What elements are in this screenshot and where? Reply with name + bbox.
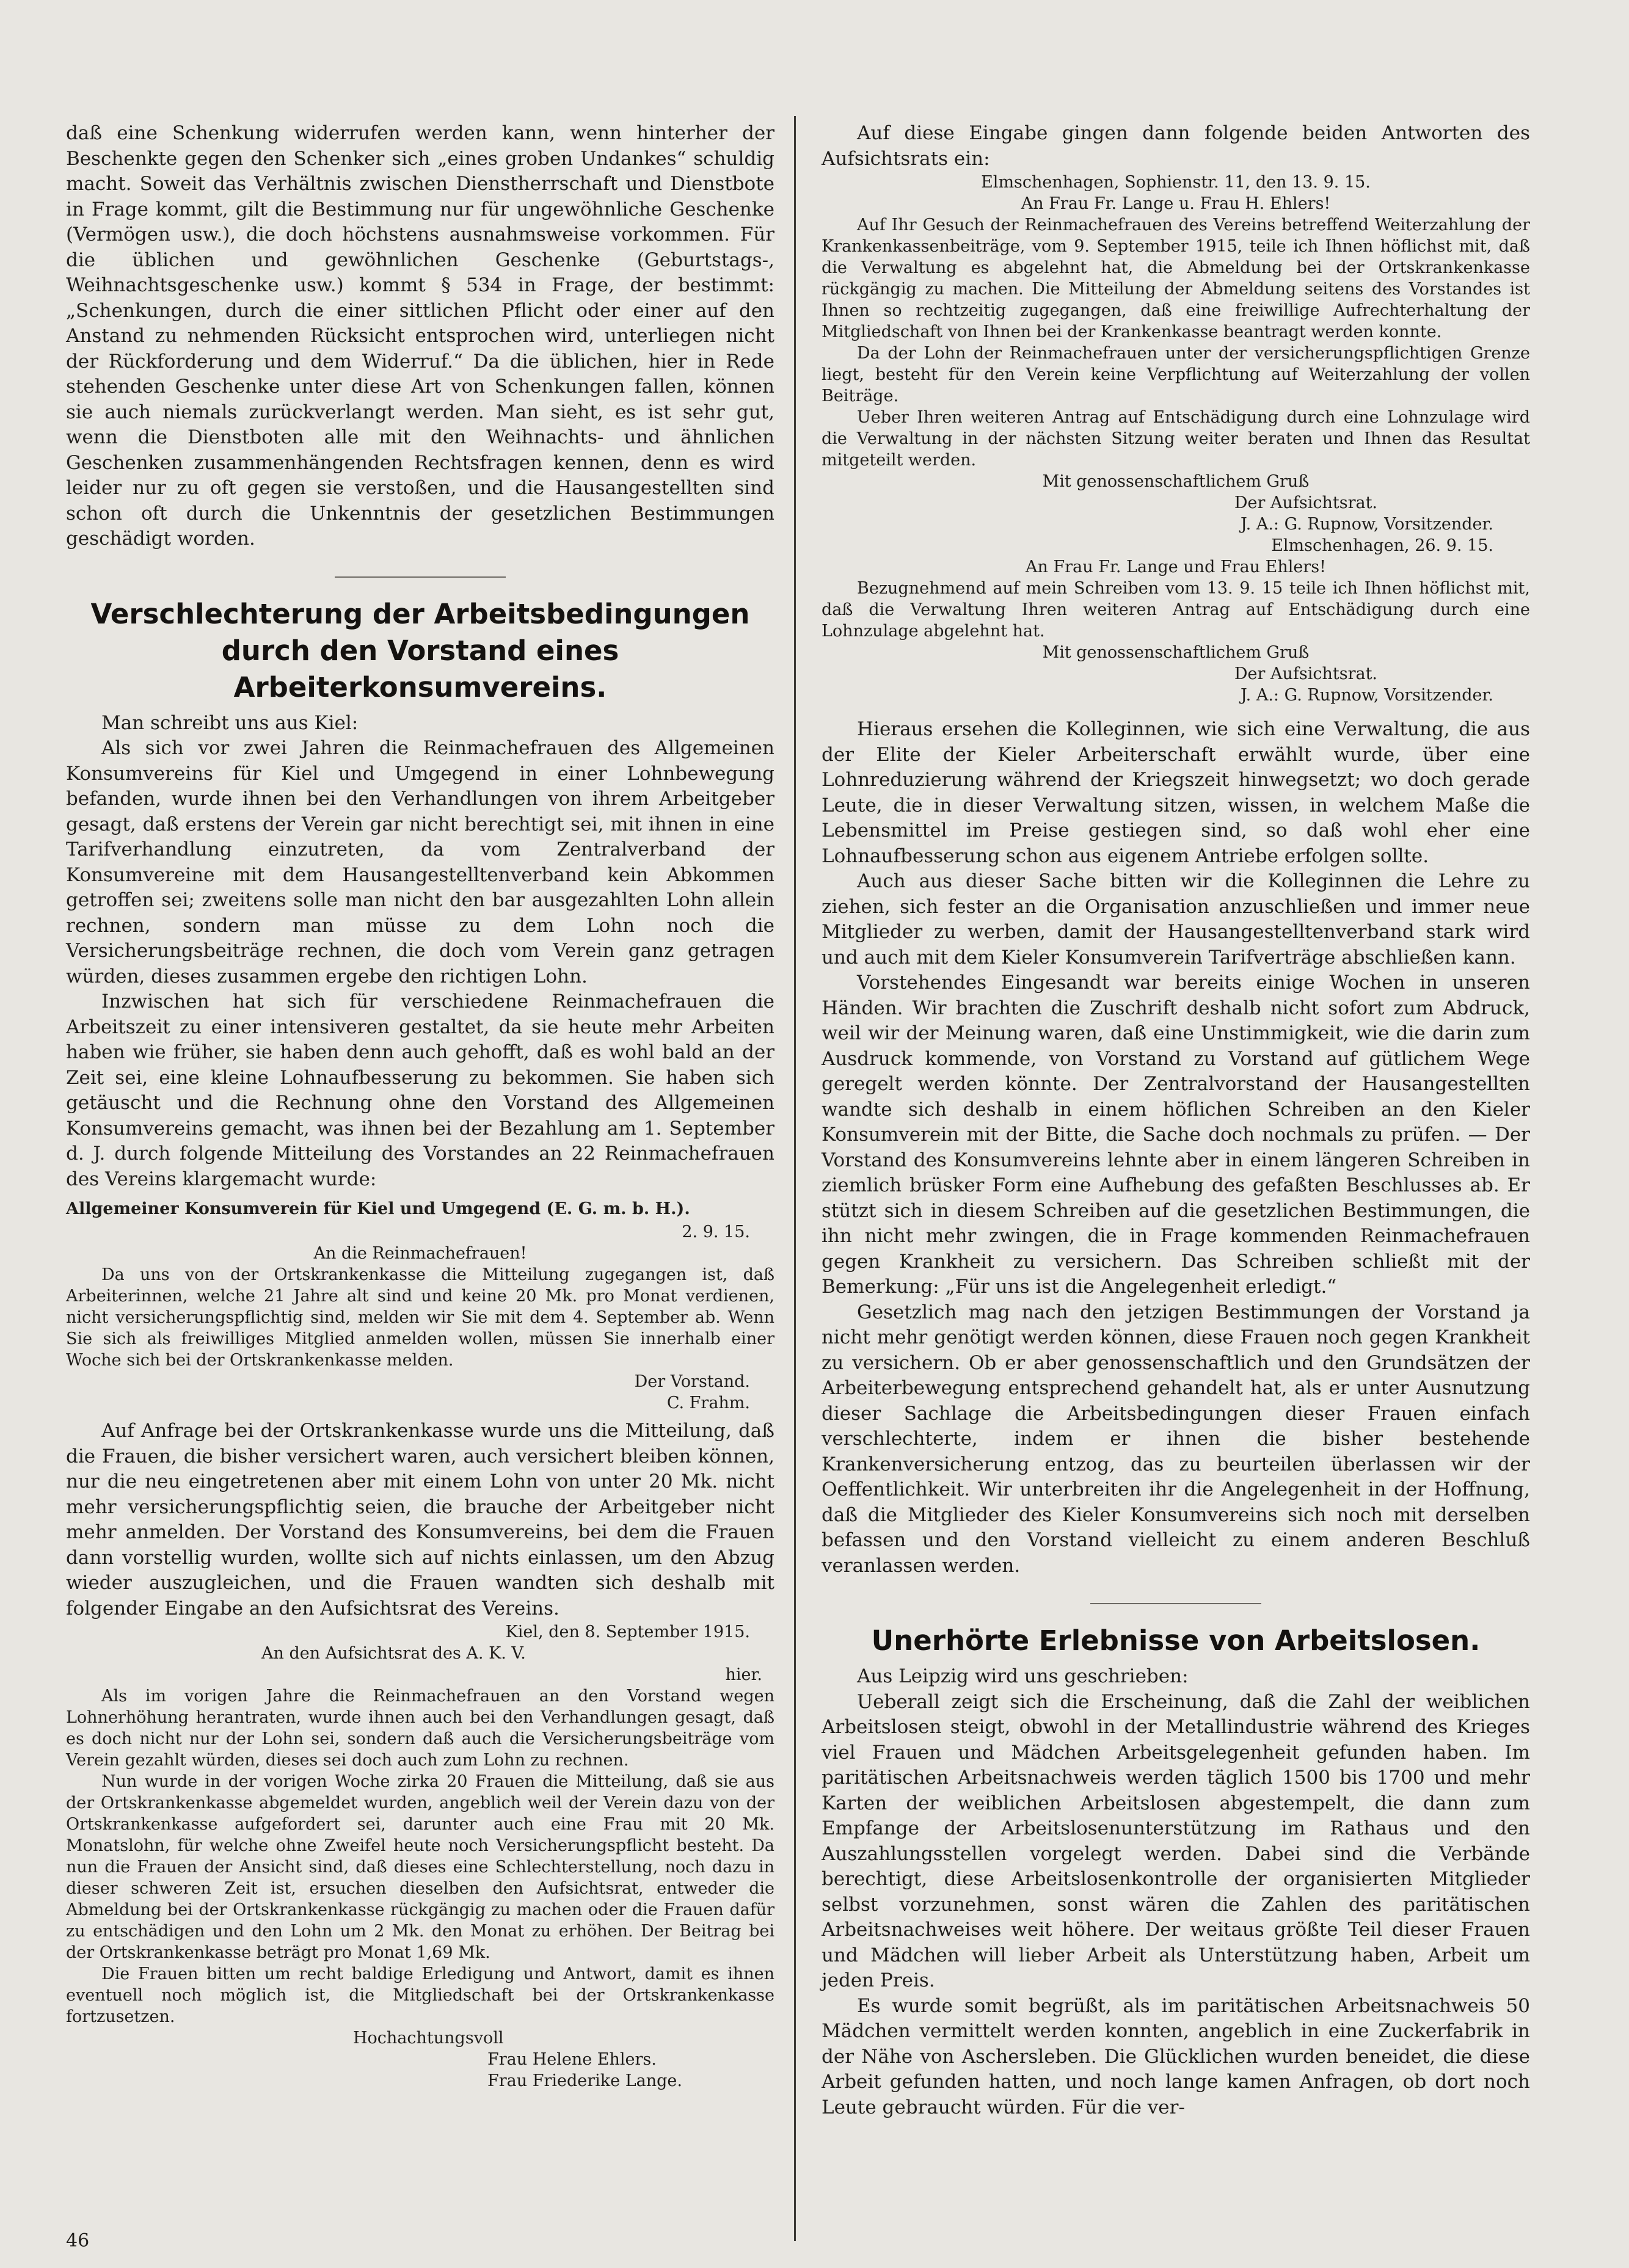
paragraph: Ueberall zeigt sich die Erscheinung, daß die Zahl der weiblichen Arbeitslosen steigt, obwohl in der Metallindustrie während des Krieges viel Frauen und Mädchen Arbeitsgelegenheit gefunden haben. Im paritätischen Arbeitsnachweis werden täglich 1500 bis 1700 und mehr Karten der weiblichen Arbeitslosen abgestempelt, die dann zum Empfange der Arbeitslosenunterstützung im Rathaus und den Auszahlungsstellen vorgelegt werden. Dabei sind die Verbände berechtigt, diese Arbeitslosenkontrolle der organisierten Mitglieder selbst vorzunehmen, sonst wären die Zahlen des paritätischen Arbeitsnachweises weit höhere. Der weitaus größte Teil dieser Frauen und Mädchen will lieber Arbeit als Unterstützung haben, Arbeit um jeden Preis. — [822, 1690, 1530, 1991]
source-line: Aus Leipzig wird uns geschrieben: — [857, 1665, 1189, 1687]
right-column — [822, 121, 1530, 2120]
paragraph: Auch aus dieser Sache bitten wir die Kolleginnen die Lehre zu ziehen, sich fester an die Organisation anzuschließen und immer neue Mitglieder zu werben, damit der Hausangestelltenverband stark wird und auch mit dem Kieler Konsumverein Tarifverträge abschließen kann. — [822, 870, 1530, 969]
letter-signature: Der Aufsichtsrat. — [1234, 493, 1377, 512]
letter-addressee: An Frau Fr. Lange und Frau Ehlers! — [1026, 558, 1326, 576]
section-separator — [1090, 1603, 1261, 1604]
paragraph: Hieraus ersehen die Kolleginnen, wie sich eine Verwaltung, die aus der Elite der Kieler Arbeiterschaft erwählt wurde, über eine Lohnreduzierung während der Kriegszeit hinwegsetzt; wo doch gerade Leute, die in dieser Verwaltung sitzen, wissen, in welchem Maße die Lebensmittel im Preise gestiegen sind, so daß wohl eher eine Lohnaufbesserung schon aus eigenem Antriebe erfolgen sollte. — [822, 718, 1530, 867]
letter-place-date: Elmschenhagen, 26. 9. 15. — [1271, 536, 1493, 555]
letter-addressee: An den Aufsichtsrat des A. K. V. — [261, 1644, 526, 1663]
page-number: 46 — [66, 2230, 90, 2252]
paragraph: Als sich vor zwei Jahren die Reinmachefrauen des Allgemeinen Konsumvereins für Kiel und Umgegend in einer Lohnbewegung befanden, wurde ihnen bei den Verhandlungen von ihrem Arbeitgeber gesagt, daß erstens der Verein gar nicht berechtigt sei, mit ihnen in eine Tarifverhandlung einzutreten, da vom Zentralverband der Konsumvereine mit dem Hausangestelltenverband kein Abkommen getroffen sei; zweitens solle man nicht den bar ausgezahlten Lohn allein rechnen, sondern man müsse zu dem Lohn noch die Versicherungsbeiträge rechnen, die doch vom Verein ganz getragen würden, dieses zusammen ergebe den richtigen Lohn. — [66, 737, 774, 987]
letter-addressee: An Frau Fr. Lange u. Frau H. Ehlers! — [1021, 194, 1331, 213]
letter-date: Kiel, den 8. September 1915. — [505, 1623, 750, 1641]
letter-body: Da uns von der Ortskrankenkasse die Mitteilung zugegangen ist, daß Arbeiterinnen, welche 21 Jahre alt sind und keine 20 Mk. pro Monat verdienen, nicht versicherungspflichtig sind, melden wir Sie mit dem 4. September ab. Wenn Sie sich als freiwilliges Mitglied anmelden wollen, müssen Sie innerhalb einer Woche sich bei der Ortskrankenkasse melden. — [66, 1265, 774, 1370]
letter-signature: C. Frahm. — [666, 1394, 750, 1412]
letter-body: Ueber Ihren weiteren Antrag auf Entschädigung durch eine Lohnzulage wird die Verwaltung in der nächsten Sitzung weiter beraten und Ihnen das Resultat mitgeteilt werden. — [822, 408, 1530, 470]
letter-body: Als im vorigen Jahre die Reinmachefrauen an den Vorstand wegen Lohnerhöhung herantraten, wurde ihnen auch bei den Verhandlungen gesagt, daß es doch nicht nur der Lohn sei, sondern daß auch die Versicherungsbeiträge vom Verein gezahlt würden, dieses sei doch auch zum Lohn zu rechnen. — [66, 1687, 774, 1770]
letter-place-date: Elmschenhagen, Sophienstr. 11, den 13. 9. 15. — [981, 173, 1371, 192]
column-divider — [794, 116, 796, 2241]
paragraph: Auf Anfrage bei der Ortskrankenkasse wurde uns die Mitteilung, daß die Frauen, die bisher versichert waren, auch versichert bleiben können, nur die neu eingetretenen aber mit einem Lohn von unter 20 Mk. nicht mehr versicherungspflichtig seien, die brauche der Arbeitgeber nicht mehr anmelden. Der Vorstand des Konsumvereins, bei dem die Frauen dann vorstellig wurden, wollte sich auf nichts einlassen, um den Abzug wieder auszugleichen, und die Frauen wandten sich deshalb mit folgender Eingabe an den Aufsichtsrat des Vereins. — [66, 1420, 774, 1619]
letter-signature: J. A.: G. Rupnow, Vorsitzender. — [1240, 515, 1493, 534]
letter-body: Nun wurde in der vorigen Woche zirka 20 Frauen die Mitteilung, daß sie aus der Ortskrankenkasse abgemeldet wurden, angeblich weil der Verein dazu von der Ortskrankenkasse aufgefordert sei, darunter auch eine Frau mit 20 Mk. Monatslohn, für welche ohne Zweifel heute noch Versicherungspflicht besteht. Da nun die Frauen der Ansicht sind, daß dieses eine Schlechterstellung, noch dazu in dieser schweren Zeit ist, ersuchen dieselben den Aufsichtsrat, entweder die Abmeldung bei der Ortskrankenkasse rückgängig zu machen oder die Frauen dafür zu entschädigen und den Lohn um 2 Mk. den Monat zu erhöhen. Der Beitrag bei der Ortskrankenkasse beträgt pro Monat 1,69 Mk. — [66, 1772, 774, 1962]
paragraph: Inzwischen hat sich für verschiedene Reinmachefrauen die Arbeitszeit zu einer intensiveren gestaltet, da sie heute mehr Arbeiten haben wie früher, sie haben denn auch gehofft, daß es wohl bald an der Zeit sei, eine kleine Lohnaufbesserung zu bekommen. Sie haben sich getäuscht und die Rechnung ohne den Vorstand des Allgemeinen Konsumvereins gemacht, was ihnen bei der Bezahlung am 1. September d. J. durch folgende Mitteilung des Vorstandes an 22 Reinmachefrauen des Vereins klargemacht wurde: — [66, 990, 774, 1190]
section-separator — [335, 576, 506, 578]
letter-signature: Der Aufsichtsrat. — [1234, 664, 1377, 683]
letter-body: Bezugnehmend auf mein Schreiben vom 13. 9. 15 teile ich Ihnen höflichst mit, daß die Verwaltung Ihren weiteren Antrag auf Entschädigung durch eine Lohnzulage abgelehnt hat. — [822, 579, 1530, 641]
letter-addressee-place: hier. — [725, 1665, 762, 1684]
paragraph: Es wurde somit begrüßt, als im paritätischen Arbeitsnachweis 50 Mädchen vermittelt werden konnten, angeblich in eine Zuckerfabrik in der Nähe von Aschersleben. Die Glücklichen wurden beneidet, die diese Arbeit gefunden hatten, und noch lange kamen Anfragen, ob dort noch Leute gebraucht würden. Für die ver- — [822, 1994, 1530, 2118]
left-column — [66, 121, 774, 2092]
article-heading: Verschlechterung der Arbeitsbedingungen durch den Vorstand eines Arbeiterkonsumvereins. — [90, 597, 750, 703]
letter-body: Auf Ihr Gesuch der Reinmachefrauen des Vereins betreffend Weiterzahlung der Krankenkassenbeiträge, vom 9. September 1915, teile ich Ihnen höflichst mit, daß die Verwaltung es abgelehnt hat, die Abmeldung bei der Ortskrankenkasse rückgängig zu machen. Die Mitteilung der Abmeldung seitens des Vorstandes ist Ihnen so rechtzeitig zugegangen, daß eine freiwillige Aufrechterhaltung der Mitgliedschaft von Ihnen bei der Krankenkasse beantragt werden konnte. — [822, 216, 1530, 341]
article-heading: Unerhörte Erlebnisse von Arbeitslosen. — [871, 1624, 1481, 1657]
letter-signature: Frau Helene Ehlers. — [487, 2050, 657, 2069]
paragraph: Vorstehendes Eingesandt war bereits einige Wochen in unseren Händen. Wir brachten die Zuschrift deshalb nicht sofort zum Abdruck, weil wir der Meinung waren, daß eine Unstimmigkeit, wie die darin zum Ausdruck kommende, von Vorstand zu Vorstand auf gütlichem Wege geregelt werden könnte. Der Zentralvorstand der Hausangestellten wandte sich deshalb in einem höflichen Schreiben an den Kieler Konsumverein mit der Bitte, die Sache doch nochmals zu prüfen. — Der Vorstand des Konsumvereins lehnte aber in einem längeren Schreiben in ziemlich brüsker Form eine Aufhebung des gefaßten Beschlusses ab. Er stützt sich in diesem Schreiben auf die gesetzlichen Bestimmungen, die ihn nicht mehr zwingen, die in Frage kommenden Reinmachefrauen gegen Krankheit zu versichern. Das Schreiben schließt mit der Bemerkung: „Für uns ist die Angelegenheit erledigt.“ — [822, 972, 1530, 1298]
letter-greeting: Mit genossenschaftlichem Gruß — [1042, 472, 1310, 491]
letter-signature: J. A.: G. Rupnow, Vorsitzender. — [1240, 686, 1493, 705]
paragraph: Auf diese Eingabe gingen dann folgende beiden Antworten des Aufsichtsrats ein: — [822, 122, 1530, 170]
letter-signature: Frau Friederike Lange. — [487, 2071, 682, 2090]
letter-greeting: Mit genossenschaftlichem Gruß — [1042, 643, 1310, 662]
article-continuation: daß eine Schenkung widerrufen werden kann, wenn hinterher der Beschenkte gegen den Schenker sich „eines groben Undankes“ schuldig macht. Soweit das Verhältnis zwischen Dienstherrschaft und Dienstbote in Frage kommt, gilt die Bestimmung nur für ungewöhnliche Geschenke (Vermögen usw.), die doch höchstens ausnahmsweise vorkommen. Für die üblichen und gewöhnlichen Geschenke (Geburtstags-, Weihnachtsgeschenke usw.) kommt § 534 in Frage, der bestimmt: „Schenkungen, durch die einer sittlichen Pflicht oder einer auf den Anstand zu nehmenden Rücksicht entsprochen wird, unterliegen nicht der Rückforderung und dem Widerruf.“ Da die üblichen, hier in Rede stehenden Geschenke unter diese Art von Schenkungen fallen, können sie auch niemals zurückverlangt werden. Man sieht, es ist sehr gut, wenn die Dienstboten alle mit den Weihnachts- und ähnlichen Geschenken zusammenhängenden Rechtsfragen kennen, denn es wird leider nur zu oft gegen sie verstoßen, und die Hausangestellten sind schon oft durch die Unkenntnis der gesetzlichen Bestimmungen geschädigt worden. — [66, 122, 774, 550]
letter-closing: Hochachtungsvoll — [353, 2029, 504, 2048]
letter-org-name: Allgemeiner Konsumverein für Kiel und Umgegend (E. G. m. b. H.). — [66, 1199, 690, 1218]
letter-date: 2. 9. 15. — [682, 1223, 750, 1241]
source-line: Man schreibt uns aus Kiel: — [101, 711, 359, 734]
letter-body: Die Frauen bitten um recht baldige Erledigung und Antwort, damit es ihnen eventuell noch möglich ist, die Mitgliedschaft bei der Ortskrankenkasse fortzusetzen. — [66, 1965, 774, 2026]
paragraph: Gesetzlich mag nach den jetzigen Bestimmungen der Vorstand ja nicht mehr genötigt werden können, diese Frauen noch gegen Krankheit zu versichern. Ob er aber genossenschaftlich und den Grundsätzen der Arbeiterbewegung entsprechend gehandelt hat, als er unter Ausnutzung dieser Sachlage die Arbeitsbedingungen dieser Frauen einfach verschlechterte, indem er ihnen die bisher bestehende Krankenversicherung entzog, das zu beurteilen überlassen wir der Oeffentlichkeit. Wir unterbreiten ihr die Angelegenheit in der Hoffnung, daß die Mitglieder des Kieler Konsumvereins sich noch mit derselben befassen und den Vorstand vielleicht zu einem anderen Beschluß veranlassen werden. — [822, 1301, 1530, 1577]
letter-signature: Der Vorstand. — [634, 1372, 750, 1391]
letter-body: Da der Lohn der Reinmachefrauen unter der versicherungspflichtigen Grenze liegt, besteht für den Verein keine Verpflichtung auf Weiterzahlung der vollen Beiträge. — [822, 344, 1530, 405]
letter-addressee: An die Reinmachefrauen! — [313, 1244, 527, 1263]
